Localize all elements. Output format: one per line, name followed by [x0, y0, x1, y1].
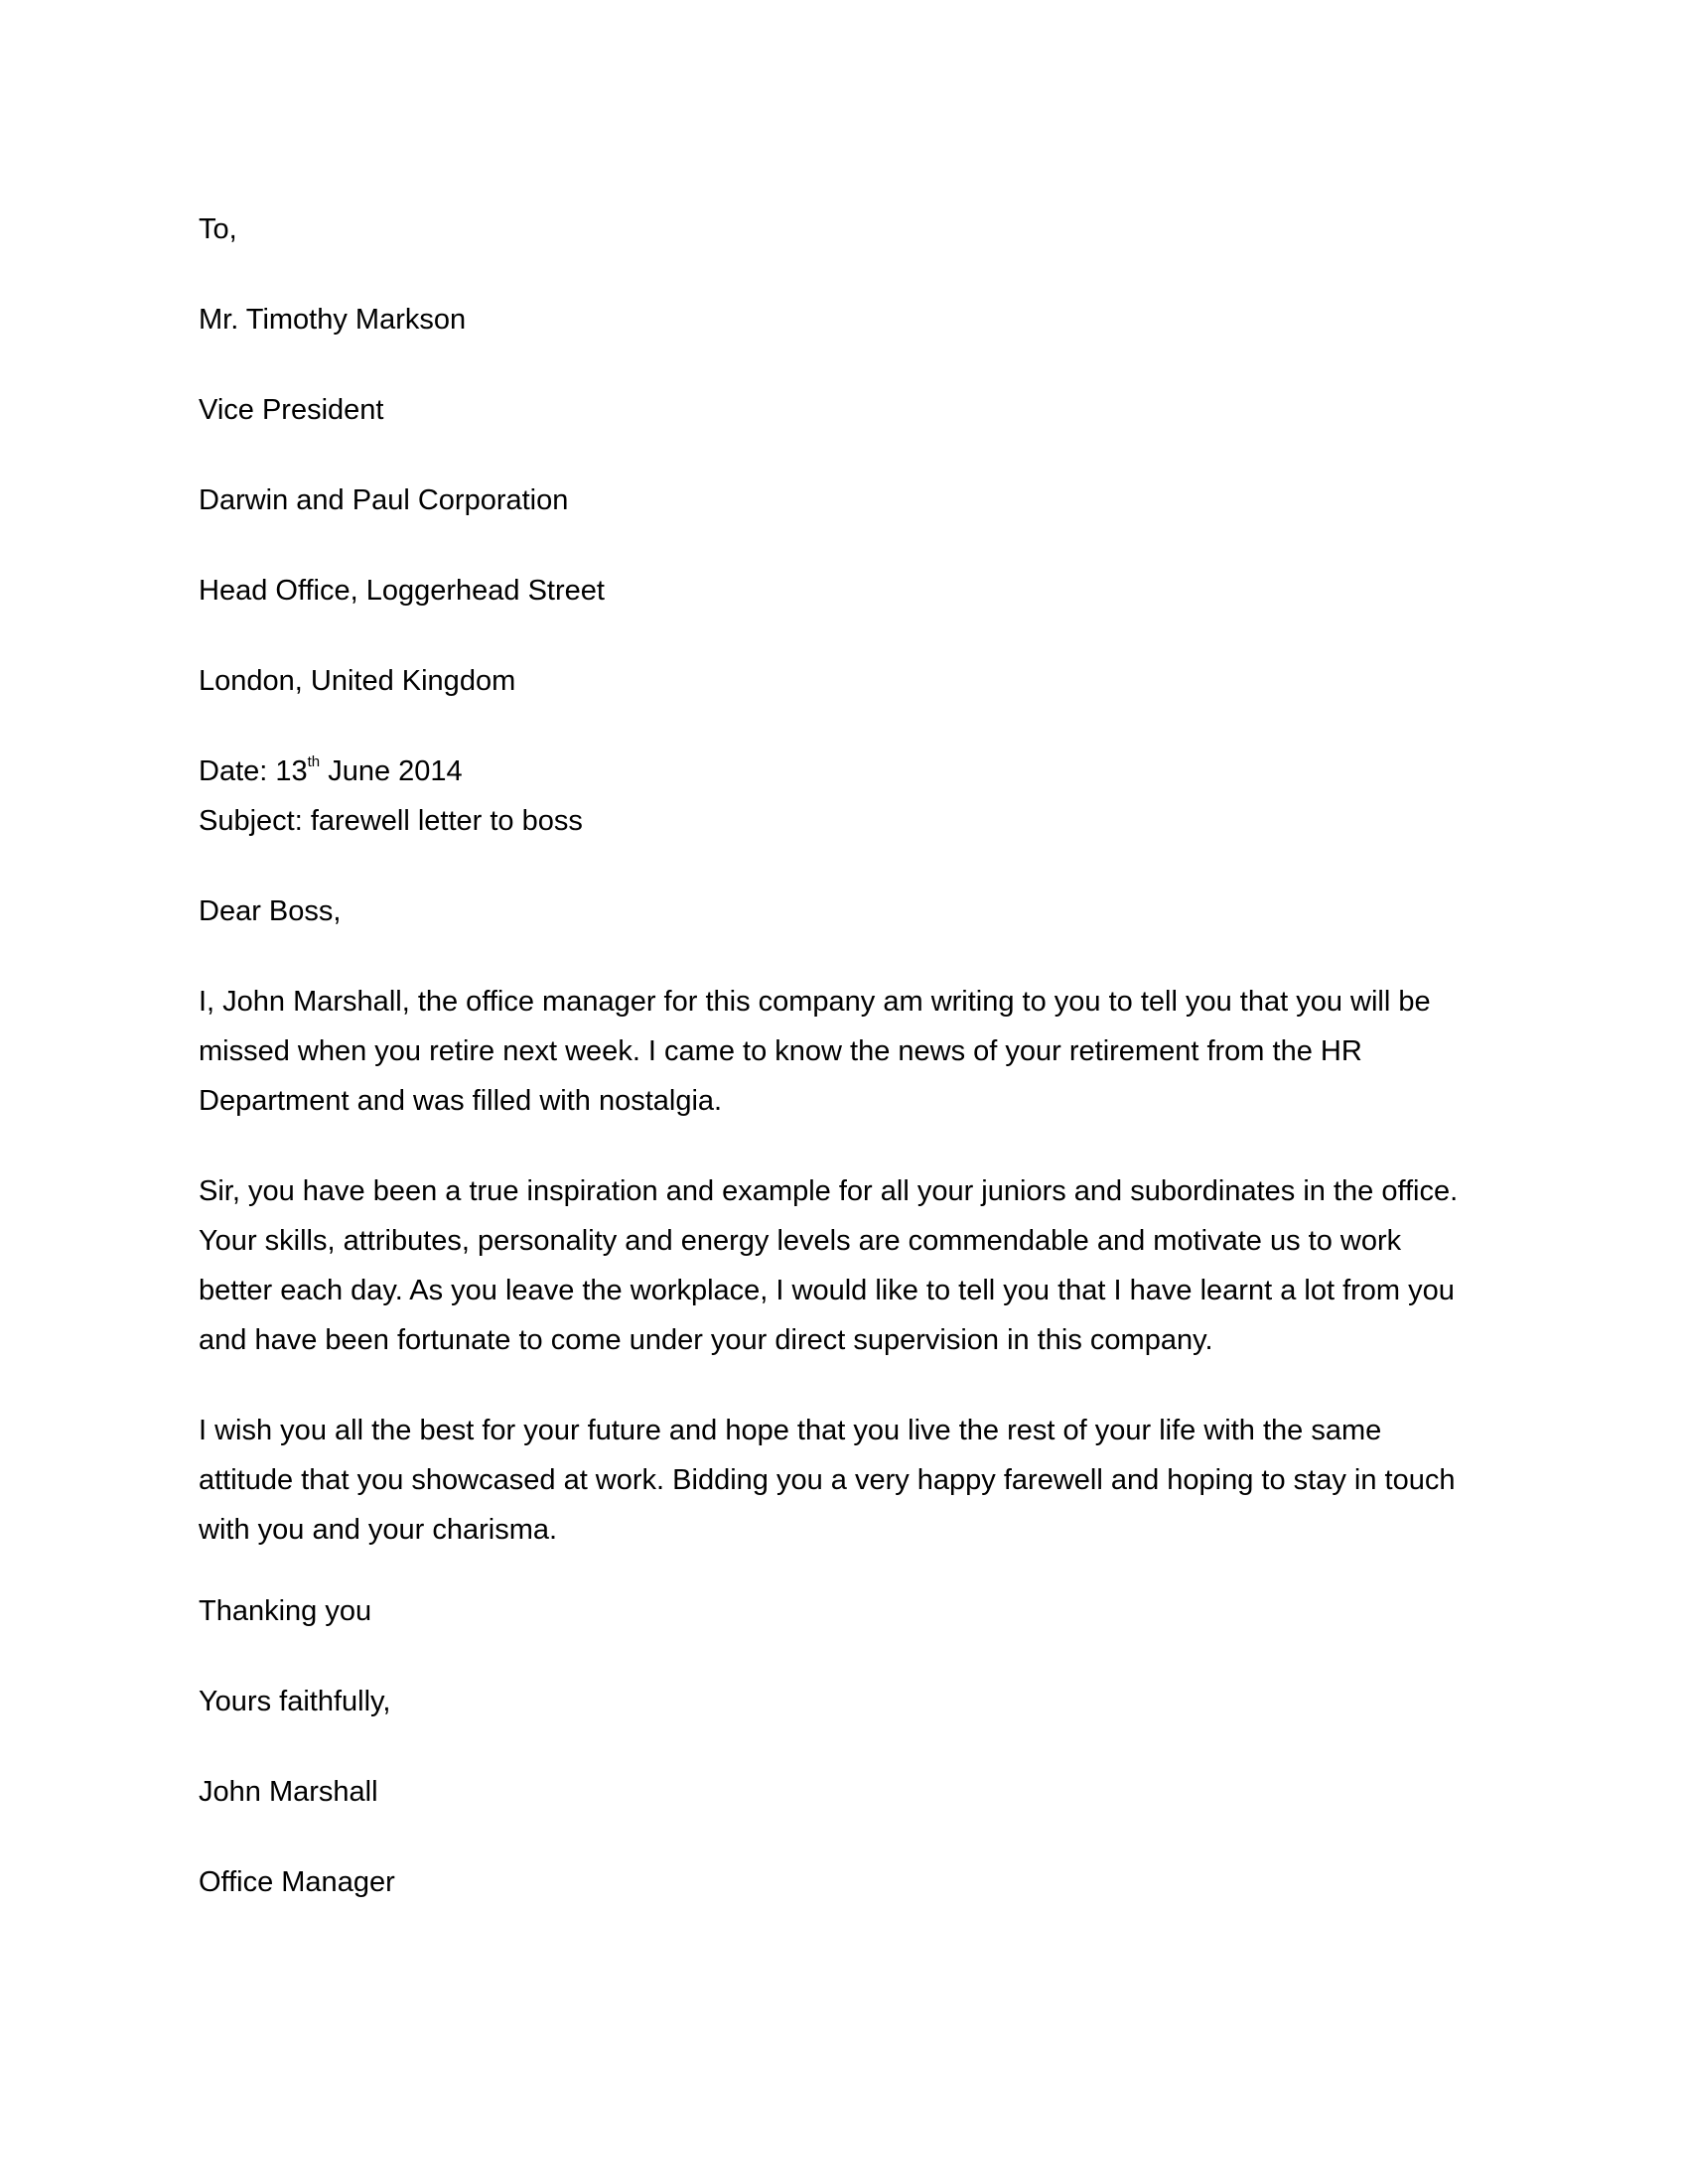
recipient-name: Mr. Timothy Markson	[199, 304, 467, 336]
letter-closing: Yours faithfully,	[199, 1686, 391, 1717]
letter-date	[199, 754, 463, 788]
letter-greeting: Dear Boss,	[199, 895, 342, 927]
date-label: Date: 13	[199, 755, 308, 787]
letter-thanks: Thanking you	[199, 1595, 372, 1627]
letter-subject: Subject: farewell letter to boss	[199, 805, 583, 837]
paragraph-1	[199, 977, 1489, 1126]
recipient-address-line2: London, United Kingdom	[199, 665, 516, 697]
sender-name: John Marshall	[199, 1776, 378, 1808]
recipient-address-line1: Head Office, Loggerhead Street	[199, 575, 605, 607]
recipient-title: Vice President	[199, 394, 384, 426]
salutation-to: To,	[199, 213, 237, 245]
paragraph-line: with you and your charisma.	[199, 1514, 558, 1546]
date-ordinal-suffix: th	[307, 753, 321, 771]
paragraph-line: missed when you retire next week. I came to know the news of your retirement from the HR	[199, 1035, 1362, 1067]
paragraph-line: better each day. As you leave the workplace, I would like to tell you that I have learnt a lot from you	[199, 1275, 1455, 1306]
recipient-company: Darwin and Paul Corporation	[199, 484, 569, 516]
paragraph-line: I wish you all the best for your future and hope that you live the rest of your life with the same	[199, 1415, 1382, 1446]
date-rest: June 2014	[320, 755, 463, 787]
paragraph-line: Department and was filled with nostalgia.	[199, 1085, 723, 1117]
paragraph-line: Sir, you have been a true inspiration and example for all your juniors and subordinates in the office.	[199, 1175, 1459, 1207]
paragraph-3	[199, 1406, 1489, 1555]
paragraph-line: attitude that you showcased at work. Bidding you a very happy farewell and hoping to stay in touch	[199, 1464, 1456, 1496]
paragraph-line: and have been fortunate to come under your direct supervision in this company.	[199, 1324, 1213, 1356]
paragraph-line: Your skills, attributes, personality and energy levels are commendable and motivate us to work	[199, 1225, 1402, 1257]
sender-title: Office Manager	[199, 1866, 395, 1898]
paragraph-line: I, John Marshall, the office manager for this company am writing to you to tell you that you will be	[199, 986, 1431, 1018]
paragraph-2	[199, 1166, 1489, 1365]
